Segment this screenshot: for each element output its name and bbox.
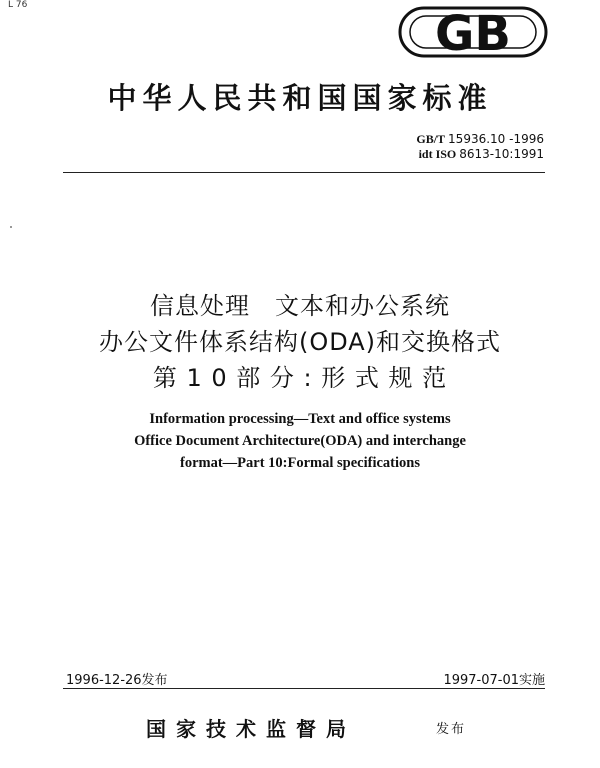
idt-prefix: idt ISO: [418, 147, 457, 161]
title-cn-line-2: 办公文件体系结构(ODA)和交换格式: [98, 328, 502, 356]
issuer-name: 国家技术监督局: [146, 717, 356, 741]
implement-date: 1997-07-01实施: [443, 673, 545, 688]
corner-code: L 76: [8, 0, 28, 10]
standard-number: [416, 132, 544, 147]
gb-logo-text: GB: [435, 6, 511, 60]
title-en-line-2: Office Document Architecture(ODA) and interchange: [134, 433, 466, 449]
title-cn-line-3: 第 1 0 部 分 : 形 式 规 范: [152, 364, 448, 392]
org-title: 中华人民共和国国家标准: [107, 81, 493, 115]
standard-number-prefix: GB/T: [416, 132, 446, 146]
title-cn-line-1: 信息处理 文本和办公系统: [150, 292, 450, 320]
idt-reference: [416, 147, 544, 162]
gb-logo: [398, 4, 548, 60]
scan-speck: [10, 226, 12, 228]
title-en-line-1: Information processing—Text and office systems: [149, 411, 451, 427]
issue-date: 1996-12-26发布: [66, 673, 168, 688]
header-rule: [63, 172, 545, 173]
idt-value: 8613-10:1991: [459, 147, 544, 161]
standard-number-value: 15936.10 -1996: [448, 132, 544, 146]
standard-identifiers: [416, 132, 544, 162]
title-en-line-3: format—Part 10:Formal specifications: [180, 455, 420, 471]
footer-rule: [63, 688, 545, 689]
issuer-suffix: 发布: [436, 722, 467, 737]
